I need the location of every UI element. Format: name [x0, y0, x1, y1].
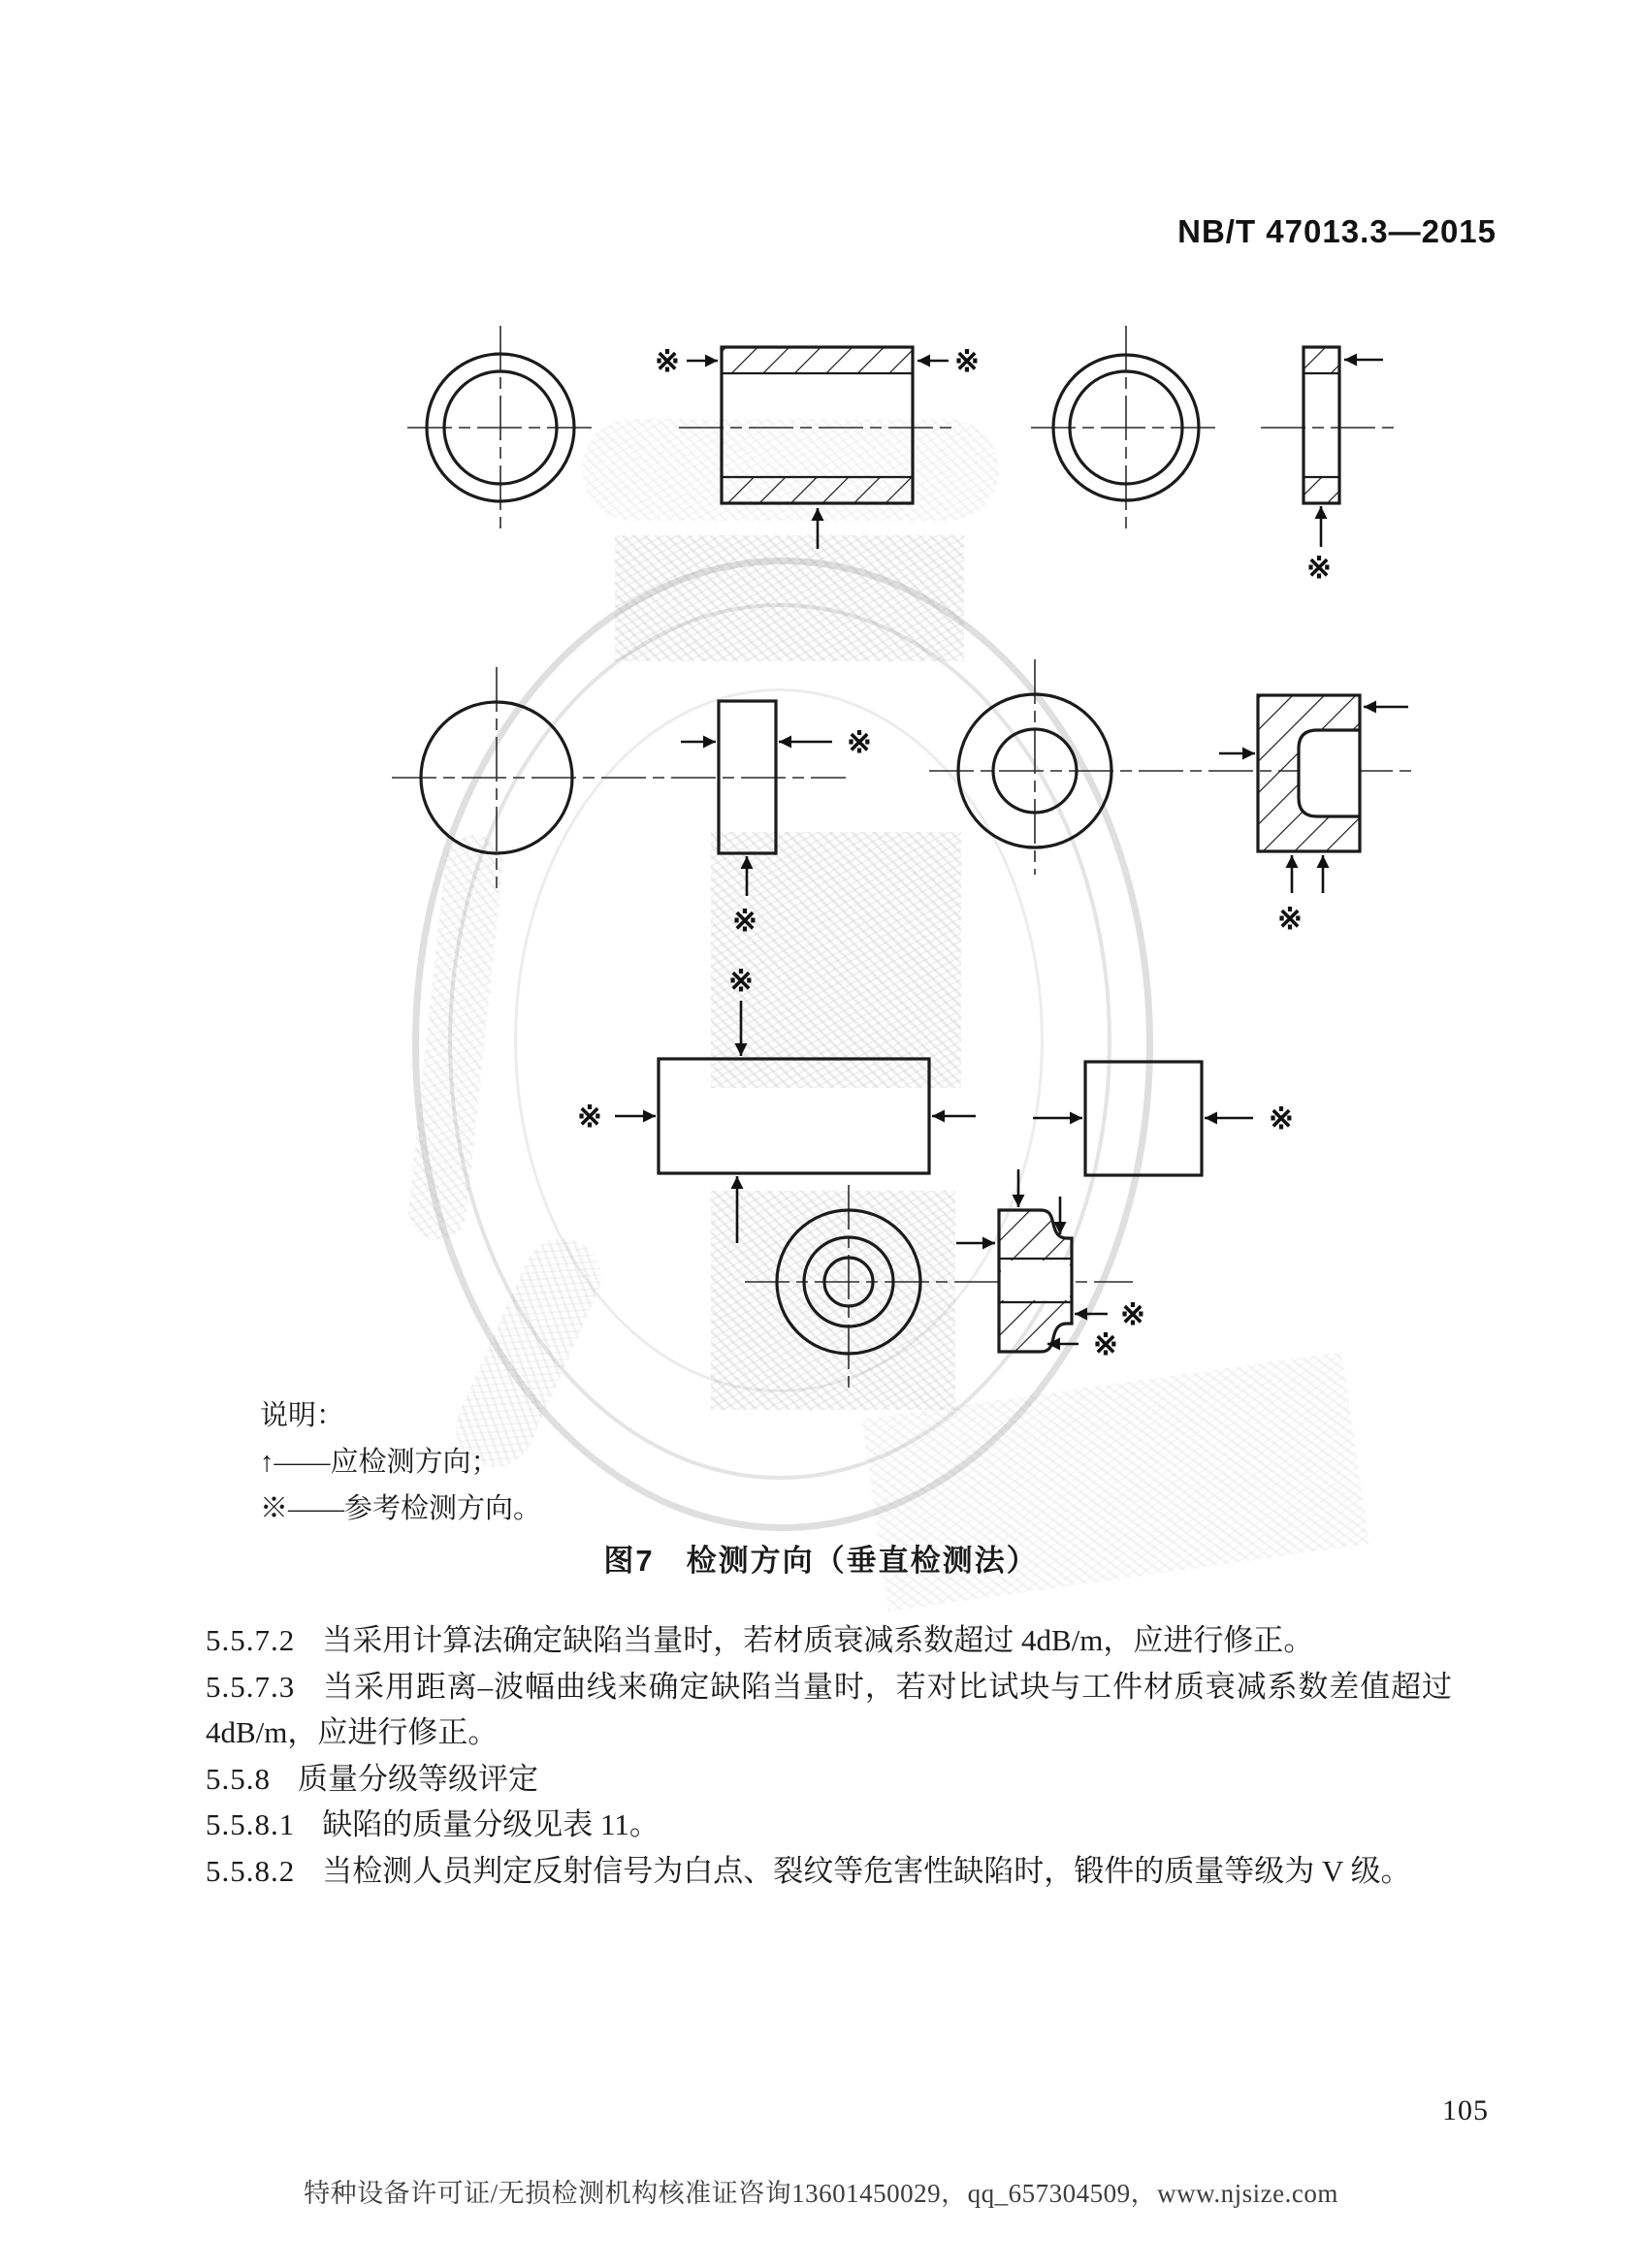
ref-mark: ※ [732, 904, 757, 938]
ref-mark: ※ [1277, 902, 1303, 936]
legend-title: 说明： [260, 1400, 345, 1431]
ring-front-view-1 [407, 326, 594, 531]
ref-mark: ※ [847, 725, 872, 759]
clause-text: 当采用计算法确定缺陷当量时，若材质衰减系数超过 4dB/m，应进行修正。 [322, 1623, 1314, 1657]
clause-number: 5.5.8.2 [206, 1853, 296, 1888]
ring-front-view-2 [1031, 326, 1221, 533]
ref-mark: ※ [954, 344, 980, 378]
figure-caption: 图7 检测方向（垂直检测法） [603, 1544, 1039, 1578]
clause-text: 当检测人员判定反射信号为白点、裂纹等危害性缺陷时，锻件的质量等级为 V 级。 [322, 1853, 1411, 1888]
clause-text: 当采用距离–波幅曲线来确定缺陷当量时，若对比试块与工件材质衰减系数差值超过 4dB/m，应进行修正。 [206, 1669, 1452, 1749]
clause-5573 [206, 1664, 1452, 1756]
clause-number: 5.5.8.1 [206, 1807, 296, 1841]
rect-forging-view [577, 964, 976, 1243]
clause-number: 5.5.7.3 [206, 1669, 296, 1704]
clause-number: 5.5.8 [206, 1761, 271, 1796]
body-text [206, 1617, 1452, 1894]
disc-section-view [681, 701, 872, 938]
clause-number: 5.5.7.2 [206, 1623, 296, 1657]
legend-item-reference-direction: ※——参考检测方向。 [260, 1493, 542, 1524]
ref-mark: ※ [728, 964, 754, 998]
blind-bore-section-view [1219, 695, 1408, 936]
stepped-disc-section-view [956, 1169, 1145, 1361]
ref-mark: ※ [577, 1100, 602, 1134]
thin-disc-section-view [1261, 347, 1395, 585]
clause-5582 [206, 1848, 1452, 1895]
clause-558 [206, 1756, 1452, 1803]
standard-number-header: NB/T 47013.3—2015 [1177, 213, 1497, 249]
clause-text: 质量分级等级评定 [298, 1761, 538, 1796]
square-forging-view [1033, 1062, 1294, 1175]
clause-text: 缺陷的质量分级见表 11。 [322, 1807, 660, 1841]
stepped-disc-front-view [745, 1185, 1133, 1390]
ref-mark: ※ [1269, 1102, 1294, 1135]
ref-mark: ※ [1306, 551, 1332, 585]
footer-watermark-text: 特种设备许可证/无损检测机构核准证咨询13601450029，qq_657304509，www.njsize.com [304, 2179, 1338, 2208]
disc-front-view [392, 667, 846, 888]
legend-item-required-direction: ↑——应检测方向； [260, 1447, 499, 1478]
clause-5572 [206, 1617, 1452, 1664]
ref-mark: ※ [1120, 1297, 1145, 1331]
page-number: 105 [1442, 2094, 1489, 2126]
figure-legend [260, 1392, 541, 1532]
ref-mark: ※ [1093, 1327, 1118, 1361]
ref-mark: ※ [655, 344, 680, 378]
clause-5581 [206, 1802, 1452, 1848]
cylinder-section-view [655, 344, 980, 549]
